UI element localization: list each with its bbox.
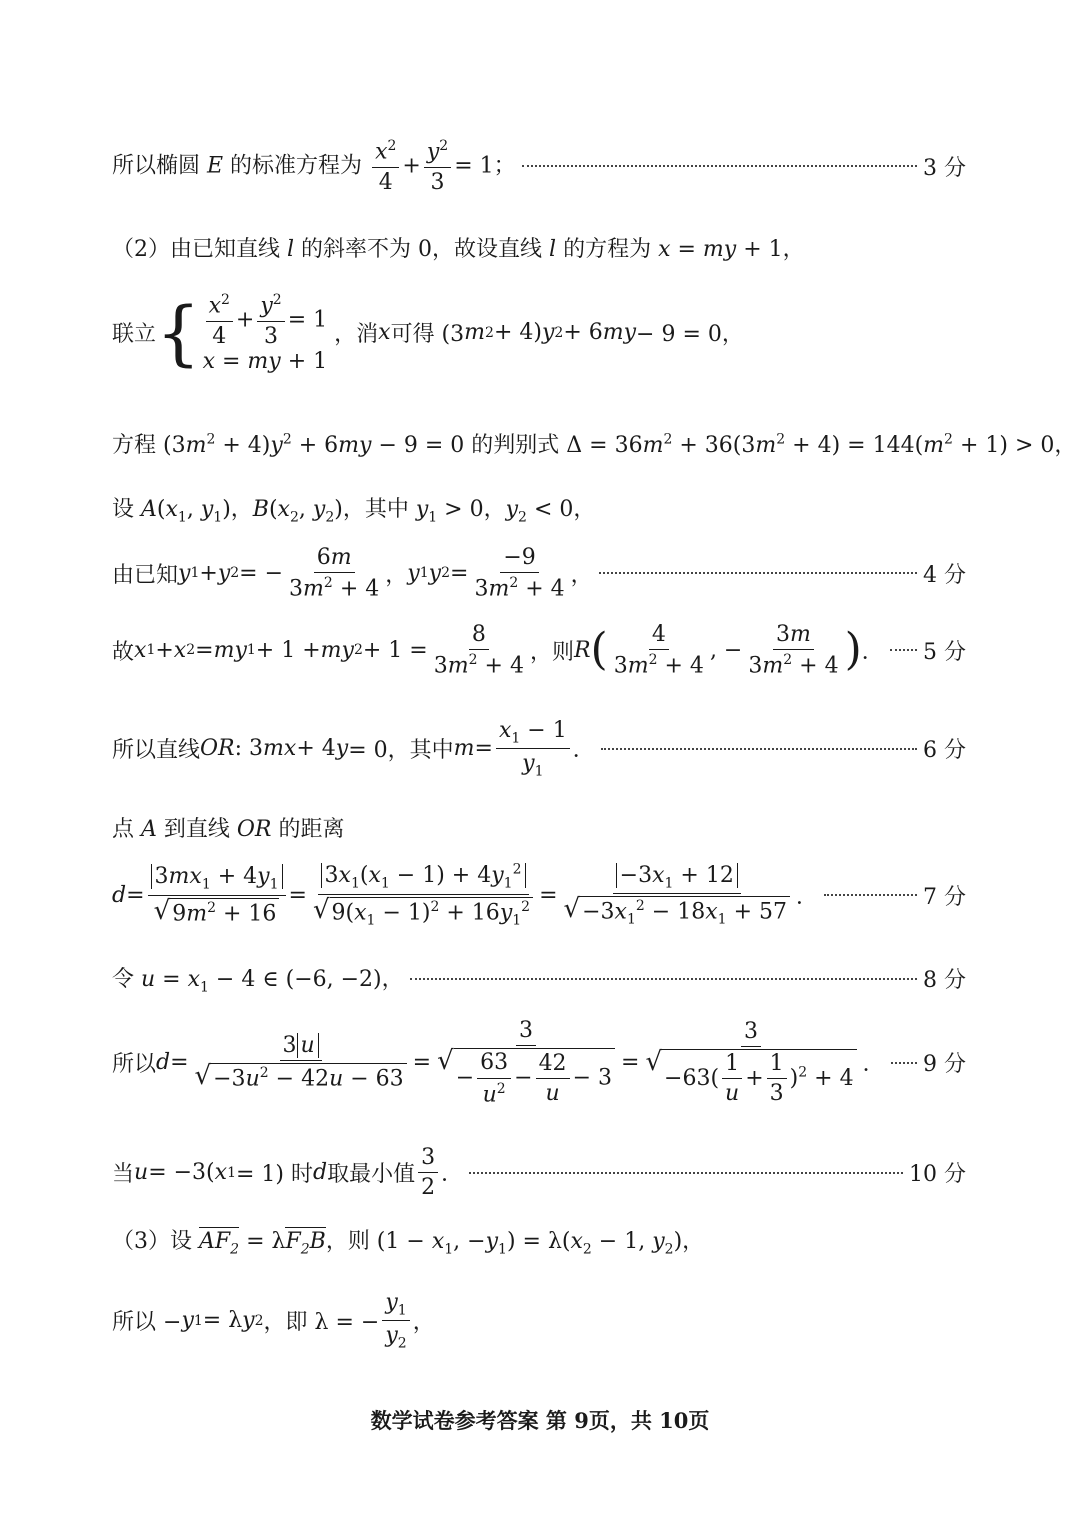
solution-line-12 — [112, 1018, 966, 1107]
line-1-math: 所以椭圆 E 的标准方程为 $\frac{x^2}{4}$ + $\frac{y^2}{3}$ = 1； — [112, 138, 516, 195]
score-marker: 10 分 — [909, 1162, 966, 1188]
solution-line-10 — [112, 862, 966, 929]
line-13-math: 当 u = −3( x 1 = 1) 时 d 取最小值 $\frac{3}{2}$ ． — [112, 1145, 464, 1201]
line-5-math: 设 $A(x_1$, $y_1$)，$B(x_2$, $y_2$)，其中 $y_1 > 0$，$y_2 < 0$， — [112, 497, 596, 526]
solution-line-4 — [112, 428, 1077, 459]
score-marker: 7 分 — [923, 884, 966, 910]
line-12-math: 所以 d = 3 u √ $-3u^2 - 42u - 63$ = 3 √ − $\frac{63}{u^2}$ − $\frac{42}{u}$ − 3 = 3 √ −63( $\frac{1}{u}$ + $\frac{1}{3}$ )$^2$ + 4 ． — [112, 1018, 885, 1107]
solution-line-8 — [112, 718, 966, 780]
score-marker: 9 分 — [923, 1052, 966, 1078]
dot-leader — [410, 978, 917, 980]
line-4-math: 方程 $(3m^2 + 4)y^2 + 6my - 9 = 0$ 的判别式 $\Delta = 36m^2 + 36(3m^2 + 4) = 144(m^2 + 1) > 0$， — [112, 431, 1077, 458]
line-8-math: 所以直线 OR : 3 mx + 4 y = 0，其中 m = $\frac{x_1 - 1}{y_1}$ ． — [112, 718, 595, 780]
solution-line-6 — [112, 545, 966, 602]
line-15-math: 所以 − y 1 = λ y 2 ，即 λ = − $\frac{y_1}{y_2}$ ， — [112, 1290, 435, 1352]
line-7-math: 故 x 1 + x 2 = my 1 + 1 + my 2 + 1 = $\frac{8}{3m^2 + 4}$ ，则 R ( $\frac{4}{3m^2 + 4}$ , − $\frac{3m}{3m^2 + 4}$ ) ． — [112, 622, 884, 679]
dot-leader — [599, 572, 917, 574]
line-6-math: 由已知 y 1 + y 2 = − $\frac{6m}{3m^2 + 4}$ ， y 1 y 2 = $\frac{-9}{3m^2 + 4}$ ， — [112, 545, 593, 602]
line-9-math: 点 A 到直线 OR 的距离 — [112, 817, 345, 842]
dot-leader — [890, 649, 917, 651]
score-marker: 4 分 — [923, 562, 966, 588]
dot-leader — [824, 894, 917, 896]
solution-line-3 — [112, 292, 966, 374]
line-11-math: 令 $u = x_1 - 4$ ∈ (−6, −2)， — [112, 967, 404, 996]
solution-line-1 — [112, 138, 966, 195]
solution-line-13 — [112, 1145, 966, 1201]
score-marker: 5 分 — [923, 639, 966, 665]
score-marker: 6 分 — [923, 738, 966, 764]
solution-line-7 — [112, 622, 966, 679]
solution-line-14 — [112, 1224, 966, 1257]
dot-leader — [469, 1172, 903, 1174]
line-14-math: （3）设 $AF_2 = \lambda F_2B$，则 ($1 - x_1$, $-y_1) = \lambda(x_2 - 1$, $y_2$)， — [112, 1229, 705, 1258]
solution-line-9 — [112, 812, 966, 843]
score-marker: 3 分 — [923, 155, 966, 181]
dot-leader — [522, 165, 917, 167]
dot-leader — [601, 748, 917, 750]
line-2-math: （2）由已知直线 l 的斜率不为 0，故设直线 l 的方程为 x = my + 1， — [112, 237, 805, 262]
line-10-math: d = $3mx_1 + 4y_1$ √ $9m^2 + 16$ = $3x_1(x_1 - 1) + 4y_1^2$ √ $9(x_1 - 1)^2 + 16y_1^2$ = $-3x_1 + 12$ √ $-3x_1^2 - 18x_1 + 57$ ． — [112, 862, 819, 929]
solution-line-5 — [112, 492, 966, 525]
page-footer: 数学试卷参考答案 第 9页，共 10页 — [370, 1408, 710, 1433]
dot-leader — [891, 1062, 917, 1064]
line-3-math: 联立 { $\frac{x^2}{4}$ + $\frac{y^2}{3}$ = 1 x = my + 1 ，消 x 可得 (3 m 2 + 4) y 2 + 6 my − 9 = 0， — [112, 291, 744, 374]
solution-line-2 — [112, 232, 966, 263]
solution-line-15 — [112, 1290, 966, 1352]
score-marker: 8 分 — [923, 968, 966, 994]
solution-line-11 — [112, 962, 966, 995]
